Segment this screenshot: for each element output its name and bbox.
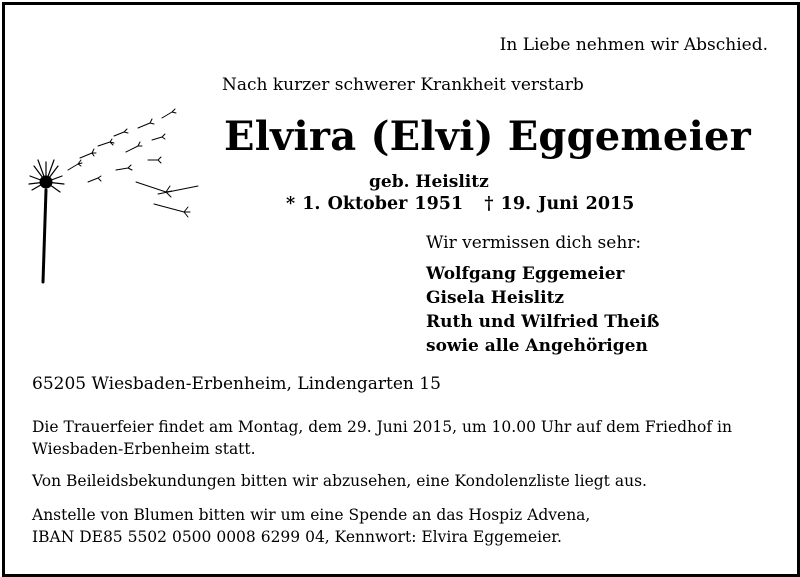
donation-line: Anstelle von Blumen bitten wir um eine Spende an das Hospiz Advena, xyxy=(32,506,591,524)
mourner-item: Wolfgang Eggemeier xyxy=(426,264,625,284)
address-line: 65205 Wiesbaden-Erbenheim, Lindengarten 15 xyxy=(32,374,441,394)
mourner-item: sowie alle Angehörigen xyxy=(426,336,648,356)
mourner-item: Gisela Heislitz xyxy=(426,288,565,308)
miss-heading: Wir vermissen dich sehr: xyxy=(426,233,642,253)
dandelion-icon xyxy=(28,100,208,290)
maiden-name: geb. Heislitz xyxy=(369,172,489,192)
life-dates: * 1. Oktober 1951 † 19. Juni 2015 xyxy=(286,194,635,214)
deceased-name: Elvira (Elvi) Eggemeier xyxy=(224,113,751,160)
condolence-paragraph: Von Beileidsbekundungen bitten wir abzusehen, eine Kondolenzliste liegt aus. xyxy=(32,472,647,490)
donation-line: IBAN DE85 5502 0500 0008 6299 04, Kennwort: Elvira Eggemeier. xyxy=(32,528,562,546)
intro-line: Nach kurzer schwerer Krankheit verstarb xyxy=(222,75,584,95)
funeral-paragraph: Die Trauerfeier findet am Montag, dem 29. Juni 2015, um 10.00 Uhr auf dem Friedhof in Wiesbaden-Erbenheim statt. xyxy=(32,418,732,458)
farewell-line: In Liebe nehmen wir Abschied. xyxy=(499,35,768,55)
mourners-list xyxy=(426,262,659,358)
mourner-item: Ruth und Wilfried Theiß xyxy=(426,312,660,332)
donation-paragraph xyxy=(32,504,772,548)
